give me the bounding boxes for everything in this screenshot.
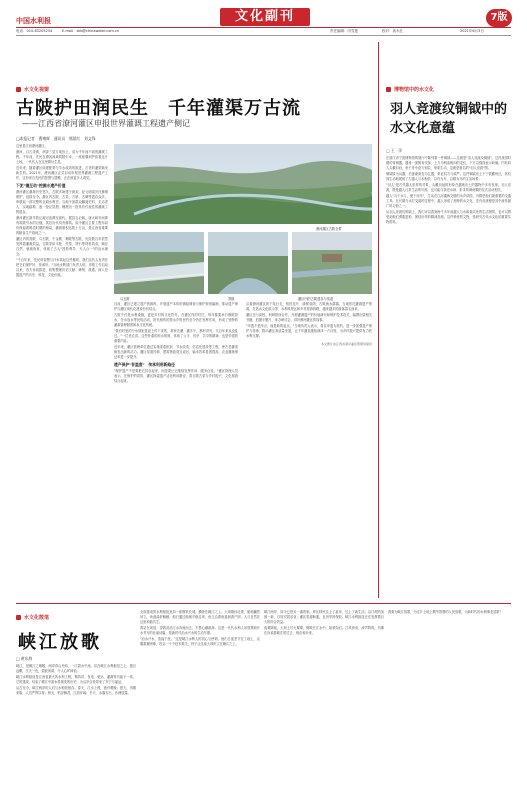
paragraph: 我要为峡江放歌，为这片土地上勤劳智慧的人民放歌，为新时代的水利事业放歌！ bbox=[388, 610, 503, 614]
paragraph: 全面建成的水利枢纽犹如一座钢铁长城，横卧在赣江之上。大坝雄伟壮观，船闸巍然耸立，鱼道曲折蜿蜒。船只通过船闸平稳过坝，鱼儿沿着鱼道洄游产卵，人与自然在这里和谐共生。 bbox=[140, 610, 260, 624]
paragraph: "治水兴水，造福于民。"这是峡江水利人的初心与使命。他们日夜坚守在工地上，克服重重困难，攻克一个个技术难关，终于让这座大坝屹立在赣江之上。 bbox=[140, 637, 260, 646]
photo-caption-mid: 香陂 bbox=[228, 297, 235, 301]
paragraph: "千百年来，先民用智慧与汗水筑起这些堰坝，我们这代人有责任把它们保护好、传承好。"当地水利部门负责人说。申报工作启动以来，各方协同推进，收集整理历史文献、碑刻、族谱，深入挖掘遗产的历史、科技、文化价值。 bbox=[16, 258, 108, 277]
paragraph: "我们村里的分水规矩是祖上传下来的，谁家先灌、灌多少，都有讲究，几百年来从没乱过。"一位老农说。这些朴素的用水规则，体现了公平、有序、共享的精神，也是申遗的重要内容。 bbox=[114, 329, 238, 343]
canal-photo bbox=[292, 232, 372, 294]
paper-name: 中国水利报 bbox=[16, 16, 51, 25]
email-info: E-mail：zkb@chinawater.com.cn bbox=[62, 29, 120, 33]
subheading: 遗产保护"有温度" 传承利用新路径 bbox=[114, 362, 175, 367]
phone-info: 电话：010-63205234 bbox=[16, 29, 53, 33]
subheading: 下泥"搞互动"挖掘水遗产价值 bbox=[16, 183, 66, 188]
bottom-col-1 bbox=[16, 664, 136, 792]
side-article bbox=[386, 40, 511, 600]
photo-bottom-right bbox=[292, 232, 372, 294]
paragraph: 灌区还与高校、科研院所合作，开展灌溉遗产的价值研究和保护技术攻关，编撰出版相关书籍，拍摄专题片，举办研讨会，讲好潦河灌区的故事。 bbox=[246, 313, 372, 322]
paragraph: 峡江，是赣江之咽喉，两岸青山夹峙，一江碧水中流。站在峡江水利枢纽之上，极目远眺，江天一色，碧波荡漾，令人心旷神怡。 bbox=[16, 664, 136, 673]
page-number-badge: 7版 bbox=[486, 9, 512, 27]
photo-caption-top: 潦河灌区古陂全景 bbox=[316, 227, 342, 231]
paragraph: 古陂不仅是水利设施，更是乡村的文化符号。在灌区内的村庄，每年都要举行修陂祭水、分水放水等民俗活动，世代相传的管水乡规民约至今仍在发挥作用，形成了独特的灌溉管理制度和水文化传统。 bbox=[114, 313, 238, 327]
side-body bbox=[386, 156, 511, 596]
photo-caption-left: 乌石陂 bbox=[120, 297, 130, 301]
paragraph: "羽人"是古代越人崇拜的对象，头戴羽冠的形象在越地出土的器物中多有发现。羽人竞渡，既是越人日常生活的写照，也可能与祭祀水神、祈求风调雨顺的仪式活动相关。 bbox=[386, 183, 511, 192]
tag-marker-icon bbox=[386, 87, 391, 92]
bottom-col-3 bbox=[264, 610, 384, 792]
landscape-photo bbox=[114, 144, 372, 224]
body-col-3 bbox=[246, 302, 372, 600]
column-tag-label: 博物馆中的水文化 bbox=[394, 87, 435, 93]
side-byline: □ 王 萍 bbox=[386, 148, 403, 153]
bottom-byline: □ 黄东海 bbox=[16, 656, 33, 661]
bottom-col-4 bbox=[388, 610, 511, 792]
body-col-1 bbox=[16, 144, 108, 600]
paragraph: 灌区内的香陂、乌石陂、千金陂、梅陂等古陂，历经数百年依然发挥着灌溉效益。古陂采用木桩、竹笼、卵石等材料筑成，顺应自然、就地取材，体现了古人"因势利导、天人合一"的治水理念。 bbox=[16, 237, 108, 256]
weir-photo bbox=[114, 232, 204, 294]
paragraph: 在浙江省宁波博物馆的展厅中陈列着一件铜钺——这就是"羽人竞渡纹铜钺"。这件战国时期的青铜器，器身一面铸有纹饰，上方为两条相向的龙纹，下方以弧线表示轮廓，内有四人头戴羽冠，坐于舟中奋力划桨，形象生动，这就是著名的"羽人竞渡"图。 bbox=[386, 156, 511, 170]
date-info: 2021年6月3日 bbox=[460, 29, 484, 33]
paragraph: 从羽人竞渡纹铜钺上，我们可以看到两千多年前越人与水和谐共处的生活图景，也可以感受到他们勇敢进取、团结协作的精神品格。这件珍贵的文物，是研究古代水文化的重要实物资料。 bbox=[386, 210, 511, 224]
paragraph: 夜幕降临，大坝上灯火璀璨，倒映在江水中，如梦如幻。江风徐来，涛声阵阵，仿佛在诉说着峡江的过去、现在和未来。 bbox=[264, 626, 384, 635]
paragraph: 目前，灌区已建立遗产资源库，开展遗产本体的测绘调查与保护规划编制，推动遗产保护与灌区现代化建设有机结合。 bbox=[114, 302, 238, 311]
paragraph: 铜钺原为兵器，后逐渐演变为礼器，象征权力与威严。这件铜钺出土于宁波鄞州区，其纹饰生动地展现了古越人与水相依、以舟为车、以楫为马的生活场景。 bbox=[386, 172, 511, 181]
editor-info: 责任编辑：闫雪莲 bbox=[330, 29, 358, 33]
paragraph: 潦河，自古泽被，润泽三县万顷田土，成为千年而不衰的灌溉工程。千年前，先民在潦河流域筑陂引水，一座座堰坝护佑着这片土地，一代代人在这里繁衍生息。 bbox=[16, 150, 108, 164]
paragraph: 我站在坝顶，望着滔滔江水奔流而去，不禁心潮澎湃。这是一代代水利人用智慧和汗水书写的壮丽诗篇，是新时代治水兴水的生动写照。 bbox=[140, 626, 260, 635]
paragraph: 沿着潦河灌区的干渠行走，稻田连片、绿树成荫，古陂流水潺潺。当地依托灌溉遗产资源，打造水文化展示馆、水利风景区和乡村旅游线路，越来越多的游客慕名而来。 bbox=[246, 302, 372, 311]
bottom-article bbox=[16, 606, 511, 796]
weir-photo bbox=[208, 232, 288, 294]
paragraph: "申遗不是终点，而是新的起点。"当地负责人表示，将以申遗为契机，进一步加强遗产保护与传承，推动灌区高质量发展，让千年灌渠继续润泽一方百姓，为乡村振兴提供有力的水利支撑。 bbox=[246, 324, 372, 338]
paragraph: 峡江水利枢纽是江西省最大的水利工程，集防洪、发电、航运、灌溉等功能于一体。它的建成，结束了赣江中游水患频发的历史，为沿岸百姓带来了安宁与福祉。 bbox=[16, 675, 136, 684]
paragraph: 峡江两岸，如今已是另一番景象。库区移民住上了新房，过上了新生活；沿江堤防加固一新，百姓安居乐业；灌区渠道畅通，良田旱涝保收。峡江水利枢纽正在发挥着巨大的综合效益。 bbox=[264, 610, 384, 624]
photo-bottom-left bbox=[114, 232, 204, 294]
main-article bbox=[16, 40, 372, 600]
headline: 古陂护田润民生 千年灌渠万古流 bbox=[16, 98, 301, 119]
paragraph: 这里是江西潦河灌区。 bbox=[16, 144, 48, 148]
paragraph: 从古至今，峡江两岸的人们与水相依相存。春天，江水上涨，渔舟唱晚；夏天，汛期来临，人们严阵以待；秋天，稻谷飘香，江面开阔；冬天，水落石出，沙洲显露。 bbox=[16, 686, 136, 695]
paragraph: 潦河灌区最早的记载可追溯至唐代。据县志记载，唐太和年间即有筑陂引水的记载，其后历代均有修筑。如今灌区主要工程布局仍保留着明清时期的格局，灌溉面积达数十万亩，是江西省重要的粮食生产基地之一。 bbox=[16, 216, 108, 235]
paragraph: "保护遗产不是要把它封存起来，而是要让它继续发挥作用、服务百姓。"灌区管理人员表示。在保护的同时，灌区探索遗产活化利用路径，将古陂古渠与乡村振兴、文化旅游结合起来。 bbox=[114, 369, 238, 383]
paragraph: 近年来，随着灌区续建配套与节水改造的推进，古老的灌渠焕发新生机。2021年，潦河灌区正式启动申报世界灌溉工程遗产工作，这份来自先民的智慧与馈赠，正在被更多人看见。 bbox=[16, 166, 108, 180]
photo-top bbox=[114, 144, 372, 224]
byline: □本报记者 曹雍辉 通讯员 熊晨红 刘文锋 bbox=[16, 136, 96, 141]
body-col-2 bbox=[114, 302, 238, 600]
column-tag-label: 水文化散笔 bbox=[24, 615, 50, 621]
bottom-col-2 bbox=[140, 610, 260, 792]
paragraph: 潦河灌区灌溉历史悠久，古陂多始建于唐宋，经元明清历代修缮维护，延续至今。灌区内古陂、古渠、古桥、古碑等遗存众多，串联起一部完整的农耕水利史。当地干部群众翻阅史料、走访老人、实地踏勘，逐一登记造册，梳理出一批具有代表性的灌溉工程遗存。 bbox=[16, 190, 108, 214]
tag-marker-icon bbox=[16, 87, 21, 92]
photo-bottom-mid bbox=[208, 232, 288, 294]
paragraph: 越人"习于水斗，便于用舟"，生活在江河湖海交错的水乡泽国，舟楫是他们最重要的交通工具。在长期与水打交道的过程中，越人形成了独特的水文化，龙舟竞渡便是其中流传最广的习俗之一。 bbox=[386, 194, 511, 208]
subheadline: ——江西省潦河灌区申报世界灌溉工程遗产侧记 bbox=[22, 119, 190, 128]
column-tag-label: 水文化视窗 bbox=[24, 87, 50, 93]
photo-credit: 本文图片由江西省潦河灌区管理局提供 bbox=[320, 342, 372, 346]
paragraph: 近年来，灌区管理单位通过实施渠系配套、节水改造、信息化建设等工程，使古老灌渠焕发出新的活力。灌区渠道衬砌、建筑物改造完成后，输水效率显著提高，农业灌溉保证率进一步提升。 bbox=[114, 345, 238, 359]
proof-info: 校对：高永红 bbox=[382, 29, 403, 33]
photo-caption-right: 灌区内的古陂遗存与渠道 bbox=[298, 297, 334, 301]
bottom-headline: 峡江放歌 bbox=[18, 632, 102, 653]
section-title: 文化副刊 bbox=[220, 8, 310, 26]
side-headline: 羽人竞渡纹铜钺中的水文化意蕴 bbox=[390, 102, 508, 136]
tag-marker-icon bbox=[16, 615, 21, 620]
